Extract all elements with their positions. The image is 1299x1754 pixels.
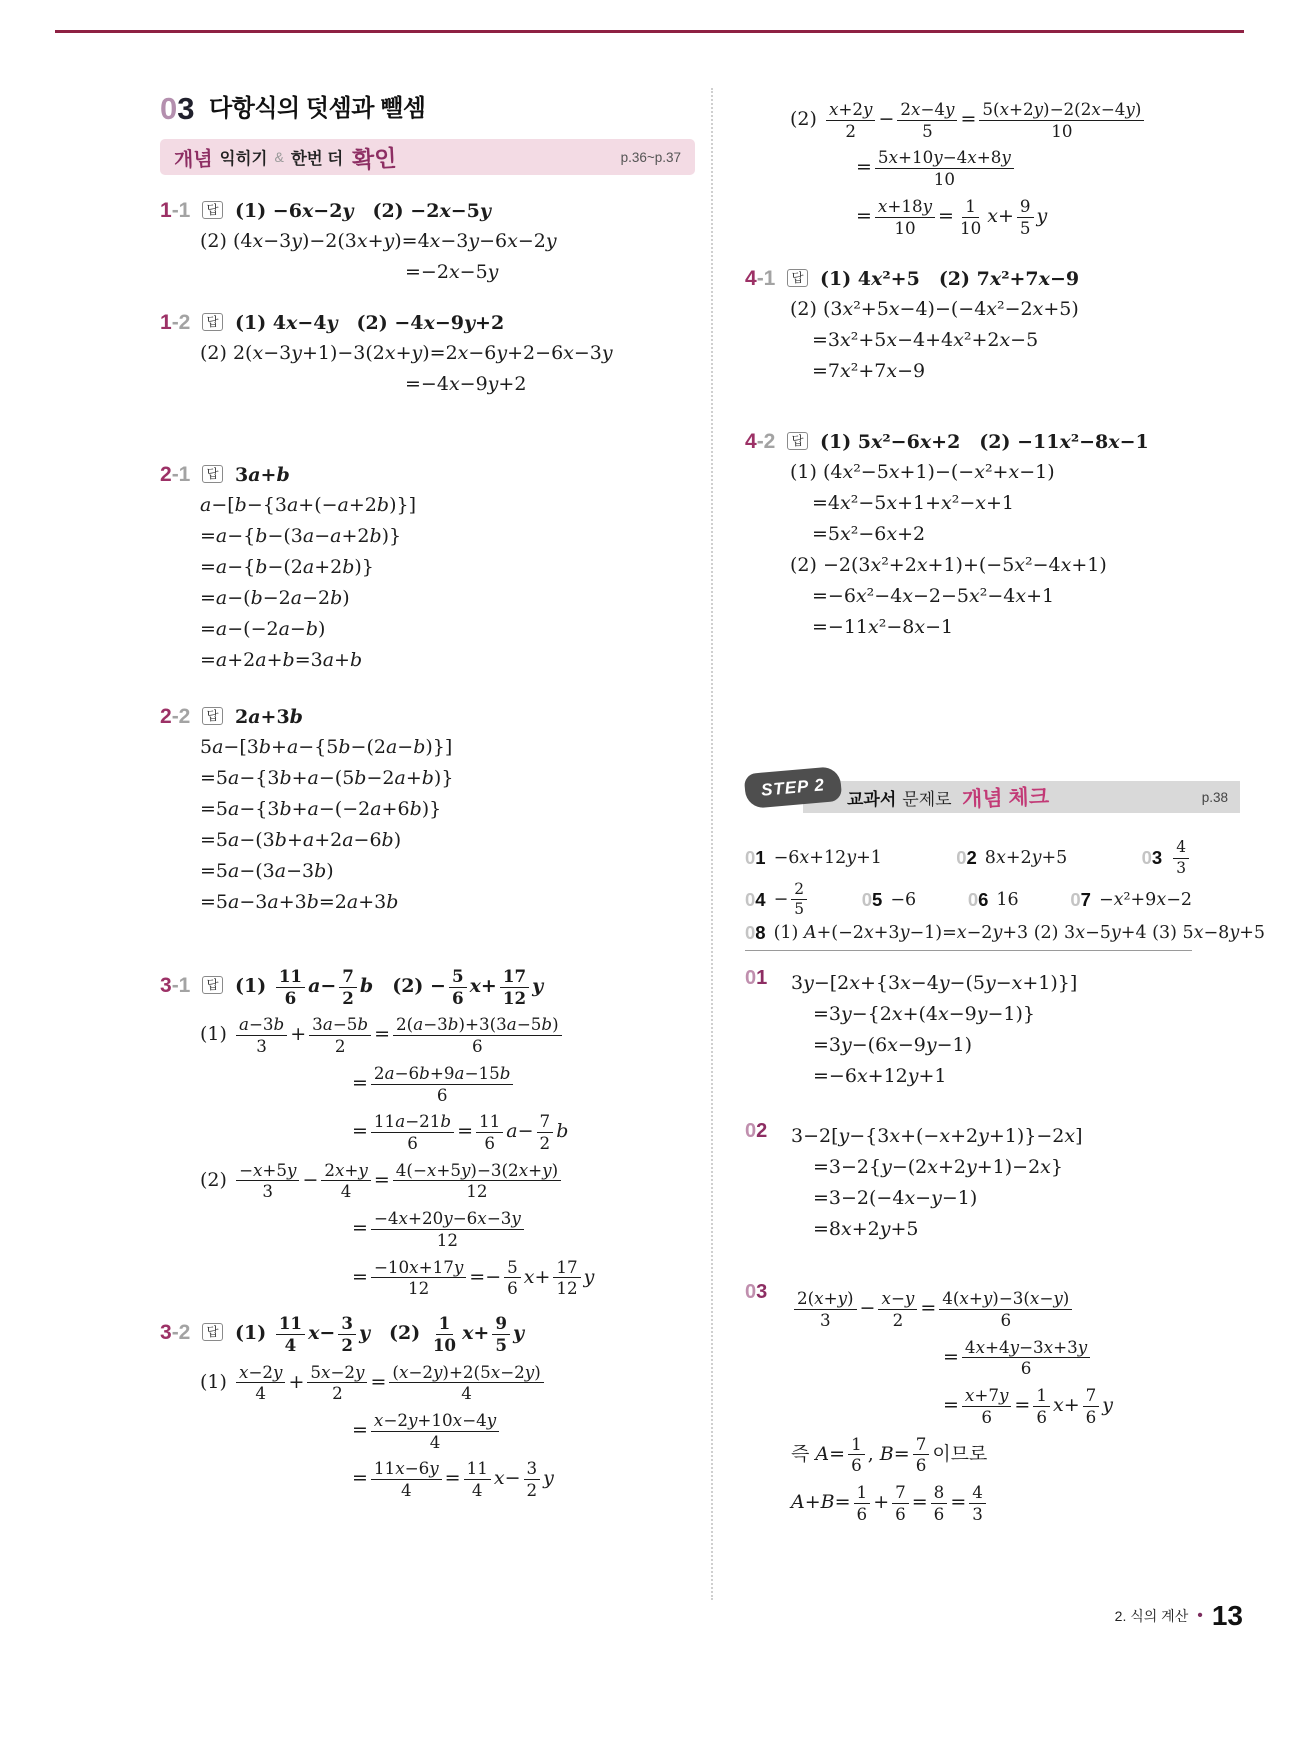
problem-block-2-1 [160, 463, 695, 675]
answer-badge: 답 [787, 269, 807, 287]
answer-badge: 답 [202, 313, 222, 331]
math-line: a−[b−{3a+(−a+2b)}] [200, 494, 416, 516]
answer-value: −x²+9x−2 [1098, 889, 1192, 910]
answer-text: (1) −6x−2y (2) −2x−5y [234, 200, 491, 222]
math-line: (2) $\frac{x+2y}{2}$ − $\frac{2x-4y}{5}$ = $\frac{5(x+2y)-2(2x-4y)}{10}$ [790, 100, 1192, 140]
math-line: =−4x−9y+2 [405, 373, 527, 395]
solution-steps [200, 1363, 695, 1500]
answer-badge: 답 [202, 707, 222, 725]
banner-word-check: 확인 [351, 144, 398, 173]
quick-answers-row-1 [745, 839, 1192, 877]
answer-value: − $\frac{2}{5}$ [774, 881, 810, 919]
solution-number: 02 [745, 1120, 768, 1143]
answers-divider-rule [745, 950, 1192, 951]
math-line: =3−2{y−(2x+2y+1)−2x} [813, 1156, 1063, 1179]
math-line: =4x²−5x+1+x²−x+1 [812, 492, 1015, 515]
answer-item [745, 881, 810, 919]
quick-answers [745, 838, 1266, 951]
answer-number: 08 [745, 922, 766, 944]
answer-item [968, 889, 1019, 911]
answer-item [1070, 889, 1192, 911]
math-line: =5a−(3b+a+2a−6b) [200, 829, 402, 851]
quick-answers-row-2 [745, 881, 1192, 919]
step2-banner [745, 775, 1228, 813]
problem-block-2-2 [160, 705, 695, 917]
answer-row [745, 267, 1192, 291]
math-line: =−11x²−8x−1 [812, 616, 954, 639]
problem-block-4-2 [745, 430, 1192, 642]
left-column [160, 88, 695, 1508]
solution-steps [200, 490, 695, 675]
math-line: (1) $\frac{a-3b}{3}$ + $\frac{3a-5b}{2}$ = $\frac{2(a-3b)+3(3a-5b)}{6}$ [200, 1015, 695, 1055]
footer-chapter: 2. 식의 계산 [1114, 1608, 1189, 1624]
problem-id: 4-1 [745, 267, 776, 291]
solution-steps [791, 1120, 1192, 1245]
answer-value: 16 [996, 889, 1019, 910]
answer-value: −6x+12y+1 [773, 848, 882, 869]
math-line: = $\frac{11a-21b}{6}$ = $\frac{11}{6}$ a− $\frac{7}{2}$ b [352, 1111, 569, 1154]
problem-id: 2-2 [160, 705, 191, 728]
math-line: = $\frac{-4x+20y-6x-3y}{12}$ [352, 1209, 695, 1249]
step2-page-ref: p.38 [1201, 789, 1228, 805]
problem-id: 3-2 [160, 1321, 191, 1345]
continued-solution-3-2 [790, 100, 1192, 237]
answer-text: (1) 4x−4y (2) −4x−9y+2 [234, 312, 505, 334]
banner-word-learn: 익히기 [219, 150, 268, 168]
math-line: =3−2(−4x−y−1) [813, 1187, 978, 1210]
answer-row [160, 199, 695, 223]
solution-steps [200, 732, 695, 917]
step2-badge: STEP 2 [744, 766, 843, 809]
quick-answers-row-3 [745, 922, 1266, 944]
answer-number: 01 [745, 847, 766, 869]
answer-text: (1) 4x²+5 (2) 7x²+7x−9 [819, 268, 1080, 291]
problem-id: 4-2 [745, 430, 776, 454]
math-line: =a−(b−2a−2b) [200, 587, 350, 609]
math-line: = $\frac{11x-6y}{4}$ = $\frac{11}{4}$ x− $\frac{3}{2}$ y [352, 1458, 554, 1501]
math-line: (2) $\frac{-x+5y}{3}$ − $\frac{2x+y}{4}$ = $\frac{4(-x+5y)-3(2x+y)}{12}$ [200, 1161, 695, 1201]
math-line: A+B= $\frac{1}{6}$ + $\frac{7}{6}$ = $\frac{8}{6}$ = $\frac{4}{3}$ [791, 1483, 1192, 1523]
math-line: (2) 2(x−3y+1)−3(2x+y)=2x−6y+2−6x−3y [200, 342, 613, 364]
answer-row [160, 705, 695, 729]
problem-id: 1-1 [160, 199, 191, 222]
answer-row [160, 311, 695, 335]
answer-badge: 답 [202, 1323, 222, 1341]
answer-row [160, 463, 695, 487]
problem-block-3-2 [160, 1314, 695, 1500]
answer-number: 05 [861, 888, 883, 910]
problem-block-1-1 [160, 199, 695, 287]
solution-steps [791, 967, 1192, 1092]
math-line: =3x²+5x−4+4x²+2x−5 [812, 329, 1039, 352]
answer-number: 02 [956, 847, 977, 869]
math-line: =a−{b−(3a−a+2b)} [200, 525, 402, 547]
solution-steps [791, 1281, 1192, 1531]
answer-text: (1) 5x²−6x+2 (2) −11x²−8x−1 [819, 431, 1149, 454]
problem-block-1-2 [160, 311, 695, 399]
page-title: 다항식의 덧셈과 뺄셈 [208, 95, 426, 122]
step2-lead: 문제로 [902, 789, 952, 809]
top-rule [55, 30, 1244, 33]
math-line: =5a−{3b+a−(−2a+6b)} [200, 798, 442, 820]
section-title-row [160, 88, 695, 127]
solution-number: 03 [745, 1281, 768, 1304]
solution-block-01 [745, 967, 1192, 1092]
answer-badge: 답 [787, 432, 807, 450]
problem-id: 2-1 [160, 463, 191, 486]
answer-badge: 답 [202, 465, 222, 483]
banner-word-concept: 개념 [173, 147, 214, 172]
problem-id: 1-2 [160, 311, 191, 334]
page-footer [1115, 1600, 1243, 1632]
answer-value: 8x+2y+5 [984, 848, 1068, 869]
math-line: =a+2a+b=3a+b [200, 649, 363, 671]
math-line: =a−(−2a−b) [200, 618, 326, 640]
column-divider [711, 88, 713, 1600]
answer-item [1142, 839, 1192, 877]
banner-word-once-more: 한번 더 [290, 150, 344, 168]
solution-block-03 [745, 1281, 1192, 1531]
math-line: $\frac{2(x+y)}{3}$ − $\frac{x-y}{2}$ = $\frac{4(x+y)-3(x-y)}{6}$ [791, 1289, 1192, 1329]
answer-value: −6 [890, 889, 917, 910]
step2-lead-strong: 교과서 [847, 789, 897, 809]
solution-number: 01 [745, 967, 768, 990]
math-line: 5a−[3b+a−{5b−(2a−b)}] [200, 736, 453, 758]
answer-item [745, 847, 882, 869]
solution-steps [790, 294, 1192, 386]
answer-value: $\frac{4}{3}$ [1170, 839, 1192, 877]
answer-number: 07 [1070, 888, 1091, 910]
answer-number: 04 [745, 888, 766, 910]
answer-badge: 답 [202, 201, 222, 219]
answer-value: (1) A+(−2x+3y−1)=x−2y+3 (2) 3x−5y+4 (3) 5x−8y+5 [773, 923, 1266, 944]
solution-steps [790, 457, 1192, 642]
answer-text: 3a+b [234, 464, 290, 486]
solution-steps [200, 338, 695, 399]
math-line: (2) −2(3x²+2x+1)+(−5x²−4x+1) [790, 554, 1107, 577]
math-line: (2) (4x−3y)−2(3x+y)=4x−3y−6x−2y [200, 230, 557, 252]
math-line: =−6x²−4x−2−5x²−4x+1 [812, 585, 1055, 608]
solution-steps [200, 1015, 695, 1298]
math-line: 3−2[y−{3x+(−x+2y+1)}−2x] [791, 1125, 1083, 1148]
answer-number: 06 [967, 888, 989, 910]
math-line: =3y−(6x−9y−1) [813, 1034, 973, 1057]
answer-number: 03 [1141, 847, 1163, 869]
math-line: =5x²−6x+2 [812, 523, 926, 546]
math-line: =5a−{3b+a−(5b−2a+b)} [200, 767, 454, 789]
math-line: =−6x+12y+1 [813, 1065, 947, 1088]
math-line: =3y−{2x+(4x−9y−1)} [813, 1003, 1035, 1026]
banner-ampersand: & [274, 149, 284, 165]
math-line: 즉 A= $\frac{1}{6}$ , B= $\frac{7}{6}$ 이므로 [791, 1433, 988, 1476]
math-line: =5a−3a+3b=2a+3b [200, 891, 399, 913]
math-line: =8x+2y+5 [813, 1218, 919, 1241]
problem-block-3-1 [160, 967, 695, 1298]
section-number: 03 [160, 91, 195, 126]
math-line: = $\frac{4x+4y-3x+3y}{6}$ [943, 1338, 1192, 1378]
answer-row [745, 430, 1192, 454]
math-line: =a−{b−(2a+2b)} [200, 556, 374, 578]
answer-item [862, 889, 916, 911]
math-line: = $\frac{5x+10y-4x+8y}{10}$ [856, 148, 1192, 188]
math-line: (1) $\frac{x-2y}{4}$ + $\frac{5x-2y}{2}$ = $\frac{(x-2y)+2(5x-2y)}{4}$ [200, 1363, 695, 1403]
answer-row [160, 1314, 695, 1354]
answer-text: (1) $\frac{11}{4}$ x− $\frac{3}{2}$ y (2) $\frac{1}{10}$ x+ $\frac{9}{5}$ y [234, 1313, 524, 1355]
math-line: (1) (4x²−5x+1)−(−x²+x−1) [790, 461, 1055, 484]
answer-item [956, 847, 1067, 869]
answer-item [745, 922, 1265, 944]
problem-block-4-1 [745, 267, 1192, 386]
banner-page-range: p.36~p.37 [620, 149, 681, 165]
math-line: = $\frac{2a-6b+9a-15b}{6}$ [352, 1064, 695, 1104]
concept-banner [160, 139, 695, 175]
math-line: =−2x−5y [405, 261, 499, 283]
problem-id: 3-1 [160, 974, 191, 998]
math-line: (2) (3x²+5x−4)−(−4x²−2x+5) [790, 298, 1079, 321]
solution-steps [200, 226, 695, 287]
answer-row [160, 967, 695, 1007]
page-number: 13 [1211, 1600, 1243, 1631]
math-line: =5a−(3a−3b) [200, 860, 334, 882]
math-line: 3y−[2x+{3x−4y−(5y−x+1)}] [791, 972, 1078, 995]
right-column [745, 92, 1266, 1532]
math-line: = $\frac{x+7y}{6}$ = $\frac{1}{6}$ x+ $\frac{7}{6}$ y [943, 1385, 1113, 1427]
solution-block-02 [745, 1120, 1192, 1245]
answer-text: 2a+3b [234, 706, 303, 728]
answer-text: (1) $\frac{11}{6}$ a− $\frac{7}{2}$ b (2) − $\frac{5}{6}$ x+ $\frac{17}{12}$ y [234, 966, 544, 1008]
footer-bullet-icon: • [1197, 1607, 1203, 1624]
math-line: = $\frac{x+18y}{10}$ = $\frac{1}{10}$ x+ $\frac{9}{5}$ y [856, 195, 1048, 238]
math-line: = $\frac{x-2y+10x-4y}{4}$ [352, 1411, 695, 1451]
step2-title: 개념 체크 [961, 785, 1049, 812]
math-line: =7x²+7x−9 [812, 360, 926, 383]
answer-badge: 답 [202, 976, 222, 994]
math-line: = $\frac{-10x+17y}{12}$ =− $\frac{5}{6}$ x+ $\frac{17}{12}$ y [352, 1256, 595, 1299]
step2-bar [803, 781, 1240, 813]
